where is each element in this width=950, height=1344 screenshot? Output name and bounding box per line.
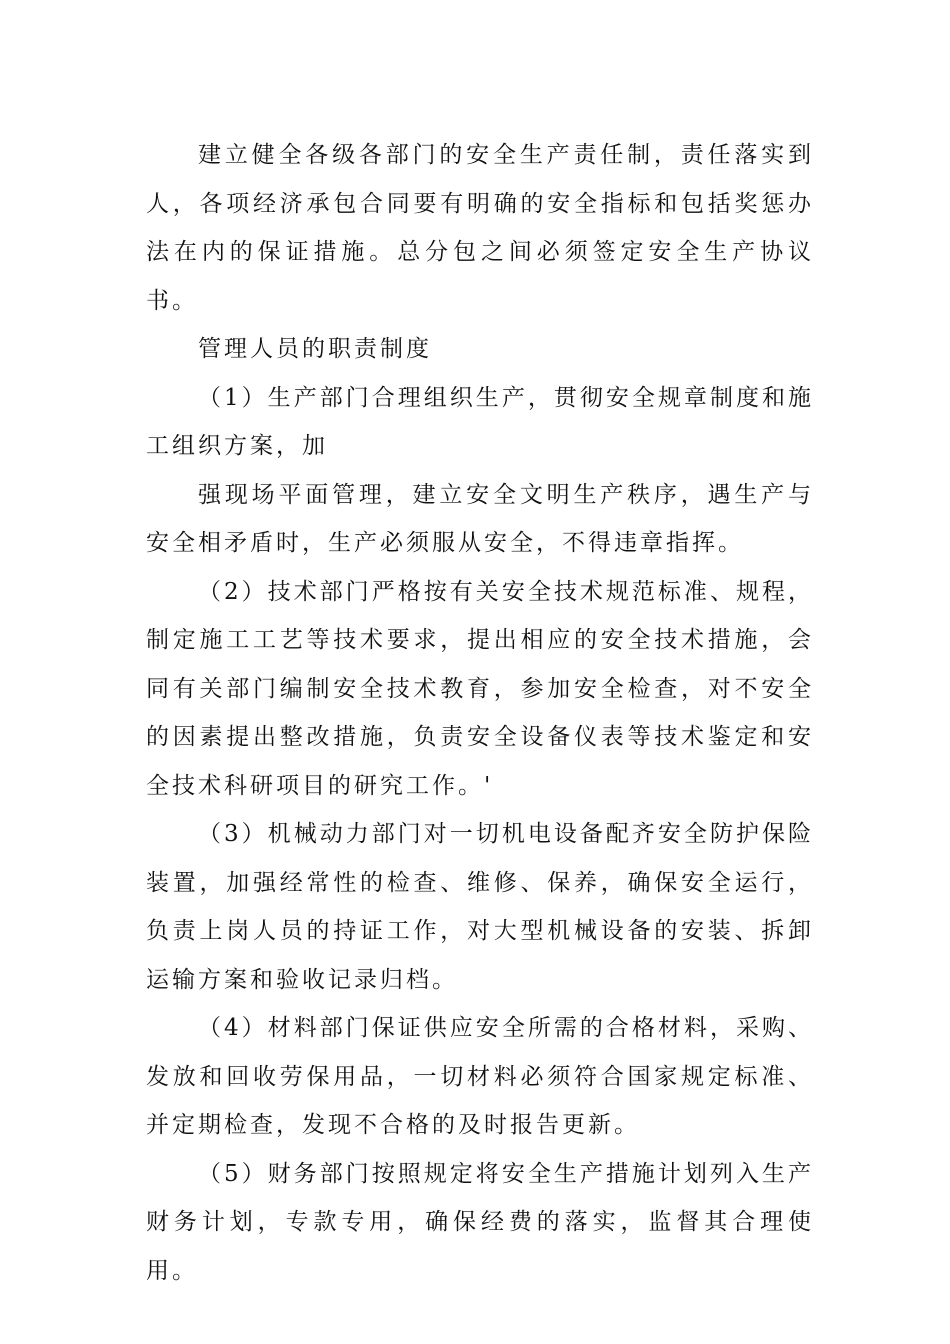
paragraph-machinery-dept: （3）机械动力部门对一切机电设备配齐安全防护保险装置，加强经常性的检查、维修、保养，确保安全运行，负责上岗人员的持证工作，对大型机械设备的安装、拆卸运输方案和验收记录归档。 [146, 821, 814, 993]
section-heading-management-duties: 管理人员的职责制度 [198, 336, 432, 362]
paragraph-production-dept-continued: 强现场平面管理，建立安全文明生产秩序，遇生产与安全相矛盾时，生产必须服从安全，不得违章指挥。 [146, 481, 814, 556]
document-body [146, 131, 814, 1295]
paragraph-materials-dept: （4）材料部门保证供应安全所需的合格材料，采购、发放和回收劳保用品，一切材料必须符合国家规定标准、并定期检查，发现不合格的及时报告更新。 [146, 1015, 814, 1138]
paragraph-technical-dept: （2）技术部门严格按有关安全技术规范标准、规程，制定施工工艺等技术要求，提出相应的安全技术措施，会同有关部门编制安全技术教育，参加安全检查，对不安全的因素提出整改措施，负责安全设备仪表等技术鉴定和安全技术科研项目的研究工作。' [146, 578, 814, 799]
paragraph-finance-dept: （5）财务部门按照规定将安全生产措施计划列入生产财务计划，专款专用，确保经费的落实，监督其合理使用。 [146, 1160, 814, 1284]
paragraph-production-dept: （1）生产部门合理组织生产，贯彻安全规章制度和施工组织方案，加 [146, 384, 814, 459]
paragraph-responsibility-system: 建立健全各级各部门的安全生产责任制，责任落实到人，各项经济承包合同要有明确的安全指标和包括奖惩办法在内的保证措施。总分包之间必须签定安全生产协议书。 [146, 142, 814, 314]
